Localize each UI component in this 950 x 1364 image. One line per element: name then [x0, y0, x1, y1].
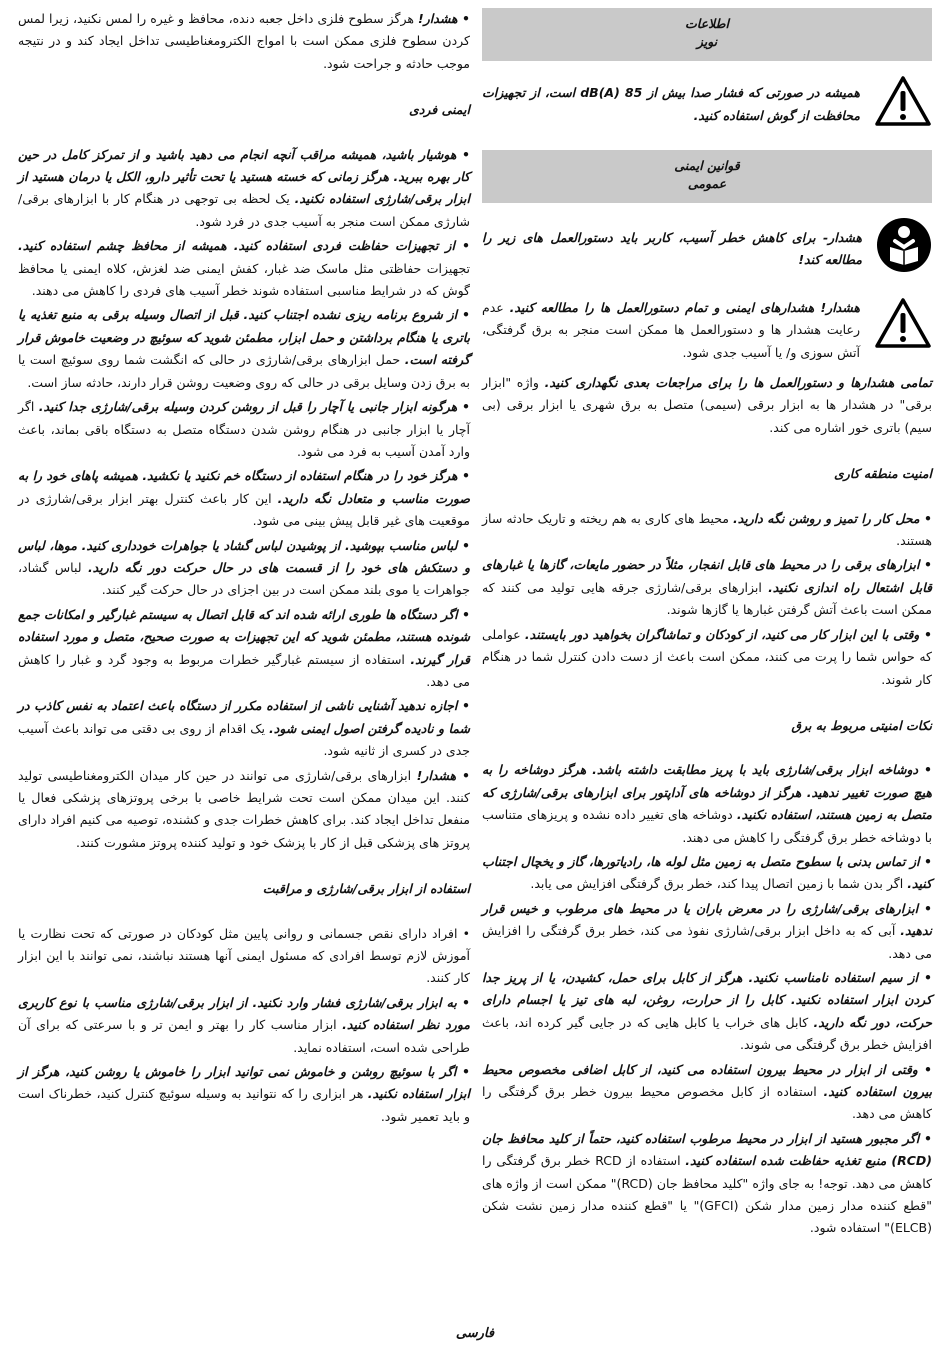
- page-language-footer: فارسی: [455, 1326, 495, 1341]
- list-item-text: ابزار مناسب کار را بهتر و ایمن تر و با سرعتی که برای آن طراحی شده است، استفاده نماید.: [18, 1017, 470, 1055]
- list-item-text: یک اقدام از روی بی دقتی می تواند باعث آسیب جدی در کسری از ثانیه شود.: [18, 720, 470, 759]
- general-warning-bold: هشدار! هشدارهای ایمنی و تمام دستورالعمل ها را مطالعه کنید.: [509, 299, 860, 315]
- list-item-text: ابزارهای برقی/شارژی جرقه هایی تولید می کنند که ممکن است باعث آتش گرفتن غبارها یا گازها شوند.: [482, 579, 932, 618]
- general-warning-rest: عدم رعایت هشدار ها و دستورالعمل ها ممکن است منجر به برق گرفتگی، آتش سوزی و/ یا آسیب جدی شود.: [482, 299, 860, 360]
- list-item-bold: • به ابزار برقی/شارژی فشار وارد نکنید. از ابزار برقی/شارژی مناسب با نوع کاربری مورد نظر استفاده کنید.: [18, 994, 470, 1033]
- list-item: [18, 144, 470, 234]
- list-item-bold: • ابزارهای برقی را در محیط های قابل انفجار، مثلاً در حضور مایعات، گازها یا غبارهای قابل اشتعال راه اندازی نکنید.: [482, 557, 932, 595]
- list-item-bold: • از تجهیزات حفاظت فردی استفاده کنید. همیشه از محافظ چشم استفاده کنید.: [18, 238, 470, 254]
- work-area-title: امنیت منطقه کاری: [833, 466, 932, 482]
- keep-instructions-rest: واژه "ابزار برقی" در هشدار ها به ابزار برقی (سیمی) متصل به برق شهری یا ابزار برقی (بی سیم) باتری خور اشاره می کند.: [482, 375, 932, 435]
- list-item-bold: • اگر مجبور هستید از ابزار در محیط مرطوب استفاده کنید، حتماً از کلید محافظ جان (RCD) منبع تغذیه حفاظت شده استفاده کنید.: [482, 1130, 932, 1169]
- list-item-text: یک لحظه بی توجهی در هنگام کار با ابزارهای برقی/شارژی ممکن است منجر به آسیب جدی در فرد شود.: [18, 191, 470, 229]
- personal-safety-title: ایمنی فردی: [409, 102, 470, 118]
- read-manual-text: هشدار- برای کاهش خطر آسیب، کاربر باید دستورالعمل های زیر را مطالعه کند!: [482, 229, 862, 268]
- list-item: [18, 465, 470, 532]
- list-item: [482, 759, 932, 849]
- list-item-bold: • لباس مناسب بپوشید. از پوشیدن لباس گشاد یا جواهرات خودداری کنید. موها، لباس و دستکش های خود را از قسمت های در حال حرکت دور نگه دارید.: [18, 537, 470, 575]
- safety-header: [482, 150, 932, 203]
- info-header: [482, 8, 932, 61]
- list-item-bold: • اجازه ندهید آشنایی ناشی از استفاده مکرر از دستگاه باعث اعتماد به نفس کاذب در شما و نادیده گرفتن اصول ایمنی شود.: [18, 698, 471, 736]
- list-item: [18, 765, 470, 855]
- tool-usage-title: استفاده از ابزار برقی/شارژی و مراقبت: [262, 881, 470, 897]
- read-manual-warning: [482, 217, 932, 280]
- list-item: [482, 898, 932, 965]
- warning-triangle-icon: [874, 297, 932, 356]
- list-item-text: استفاده از کابل مخصوص محیط بیرون خطر برق گرفتگی را کاهش می دهد.: [482, 1084, 932, 1122]
- list-item-text: محیط های کاری به هم ریخته و تاریک حادثه ساز هستند.: [482, 510, 932, 549]
- metal-warning-rest: هرگز سطوح فلزی داخل جعبه دنده، محافظ و غیره را لمس نکنید، زیرا لمس کردن سطوح فلزی ممکن است با امواج الکترومغناطیسی تداخل ایجاد کند و در نتیجه موجب حادثه و جراحت شود.: [18, 11, 470, 71]
- list-item-bold: • دوشاخه ابزار برقی/شارژی باید با پریز مطابقت داشته باشد. هرگز دوشاخه را به هیچ صورت تغییر ندهید. هرگز از دوشاخه های آداپتور برای ابزارهای برقی/شارژی که متصل به زمین هستند، استفاده نکنید.: [482, 762, 932, 823]
- noise-warning: [482, 75, 932, 134]
- list-item: [18, 992, 470, 1059]
- list-item: [18, 604, 470, 694]
- list-item: [18, 396, 470, 463]
- left-column: [18, 8, 470, 1130]
- list-item: [18, 235, 470, 302]
- list-item: [482, 624, 932, 691]
- list-item-bold: • از سیم استفاده نامناسب نکنید. هرگز از کابل برای حمل، کشیدن، یا از پریز جدا کردن ابزار استفاده نکنید. کابل را از حرارت، روغن، لبه های تیز یا اجسام دارای حرکت، دور نگه دارید.: [482, 969, 932, 1030]
- list-item-text: استفاده از RCD خطر برق گرفتگی را کاهش می دهد. توجه! به جای واژه "کلید محافظ جان (RCD)" ممکن است از واژه های "قطع کننده مدار زمین مدار شکن (GFCI)" یا "قطع کننده مدار زمین نشت شکن (ELCB)" استفاده شود.: [482, 1153, 933, 1236]
- list-item-bold: • هشدار!: [416, 767, 470, 783]
- list-item-bold: • وقتی با این ابزار کار می کنید، از کودکان و تماشاگران بخواهید دور بایستند.: [524, 626, 932, 642]
- list-item-bold: • محل کار را تمیز و روشن نگه دارید.: [732, 510, 932, 526]
- info-header-line2: نویز: [696, 34, 718, 49]
- list-item-text: آبی که به داخل ابزار برقی/شارژی نفوذ می کند، خطر برق گرفتگی را افزایش می دهد.: [482, 923, 932, 961]
- warning-triangle-icon: [874, 75, 932, 134]
- list-item-text: حمل ابزارهای برقی/شارژی در حالی که انگشت شما روی سوئیچ است یا به برق زدن وسایل برقی در حالی که روی وضعیت روشن قرار دارند، حادثه ساز است.: [18, 352, 470, 390]
- list-item: [18, 695, 470, 762]
- right-column: [482, 8, 932, 1242]
- read-manual-icon: [876, 217, 932, 280]
- list-item-text: استفاده از سیستم غبارگیر خطرات مربوط به وجود گرد و غبار را کاهش می دهد.: [18, 651, 470, 689]
- list-item-bold: • هوشیار باشید، همیشه مراقب آنچه انجام می دهید باشید و از تمرکز کامل در حین کار بهره ببرید. هرگز زمانی که خسته هستید یا تحت تأثیر دارو، الکل یا درمان هستید از ابزار برقی/شارژی استفاده نکنید.: [18, 146, 470, 207]
- list-item-bold: • هرگونه ابزار جانبی یا آچار را قبل از روشن کردن وسیله برقی/شارژی جدا کنید.: [38, 399, 470, 415]
- info-header-line1: اطلاعات: [685, 16, 729, 31]
- work-area-list: [482, 508, 932, 691]
- list-item-text: این کار باعث کنترل بهتر ابزار برقی/شارژی در موقعیت های غیر قابل پیش بینی می شود.: [18, 490, 470, 529]
- list-item: [482, 1059, 932, 1126]
- list-item: [482, 967, 932, 1057]
- list-item-bold: • اگر با سوئیچ روشن و خاموش نمی توانید ابزار را خاموش یا روشن کنید، هرگز از ابزار استفاده نکنید.: [18, 1064, 470, 1102]
- list-item-text: هر ابزاری را که نتوانید به وسیله سوئیچ کنترل کنید، خطرناک است و باید تعمیر شود.: [18, 1086, 470, 1124]
- list-item-text: عواملی که حواس شما را پرت می کنند، ممکن است باعث از دست دادن کنترل شما در هنگام کار شوند.: [482, 626, 932, 687]
- metal-warning-bold: • هشدار!: [418, 11, 470, 26]
- list-item: [18, 535, 470, 602]
- list-item-text: ابزارهای برقی/شارژی می توانند در حین کار میدان الکترومغناطیسی تولید کنند. این میدان ممکن است تحت شرایط خاصی با برخی پروتزهای پزشکی فعال یا منفعل تداخل ایجاد کند. برای کاهش خطرات جدی و کشنده، توصیه می کنیم افراد دارای پروتز های پزشکی قبل از کار با پزشک خود و تولید کننده پروتز مشورت کنند.: [18, 767, 470, 850]
- electrical-title: نکات امنیتی مربوط به برق: [791, 717, 932, 733]
- list-item: [482, 1128, 932, 1240]
- tool-usage-list: [18, 923, 470, 1129]
- safety-header-line2: عمومی: [687, 176, 727, 192]
- list-item: [482, 554, 932, 621]
- list-item-text: اگر بدن شما با زمین اتصال پیدا کند، خطر برق گرفتگی افزایش می یابد.: [530, 876, 908, 892]
- list-item-bold: • هرگز خود را در هنگام استفاده از دستگاه خم نکنید یا نکشید. همیشه پاهای خود را به صورت مناسب و متعادل نگه دارید.: [18, 468, 470, 506]
- list-item-text: دوشاخه های تغییر داده نشده و پریزهای متناسب با دوشاخه خطر برق گرفتگی را کاهش می دهند.: [482, 807, 932, 845]
- list-item-text: اگر آچار یا ابزار جانبی در هنگام روشن شدن دستگاه متصل به دستگاه باقی بماند، باعث وارد آمدن آسیب به فرد می شود.: [18, 399, 470, 459]
- safety-header-line1: قوانین ایمنی: [674, 158, 740, 174]
- electrical-list: [482, 759, 932, 1240]
- personal-safety-list: [18, 144, 470, 855]
- metal-warning: [18, 8, 470, 75]
- list-item: [482, 851, 932, 896]
- list-item-bold: • وقتی از ابزار در محیط بیرون استفاده می کنید، از کابل اضافی مخصوص محیط بیرون استفاده کنید.: [482, 1061, 933, 1099]
- list-item-bold: • ابزارهای برقی/شارژی را در معرض باران یا در محیط های مرطوب و خیس قرار ندهید.: [482, 900, 932, 939]
- list-item: [18, 923, 470, 990]
- list-item: [482, 508, 932, 553]
- list-item-bold: • از شروع برنامه ریزی نشده اجتناب کنید. قبل از اتصال وسیله برقی به منبع تغذیه یا باتری یا هنگام برداشتن و حمل ابزار، مطمئن شوید که سوئیچ در وضعیت خاموش قرار گرفته است.: [18, 307, 470, 368]
- keep-instructions: [482, 372, 932, 439]
- keep-instructions-bold: تمامی هشدارها و دستورالعمل ها را برای مراجعات بعدی نگهداری کنید.: [544, 375, 932, 391]
- general-warning: [482, 297, 932, 364]
- list-item: [18, 304, 470, 394]
- list-item-text: لباس گشاد، جواهرات یا موی بلند ممکن است در بین اجزای در حال حرکت گیر کنند.: [18, 559, 470, 598]
- list-item-bold: • اگر دستگاه ها طوری ارائه شده اند که قابل اتصال به سیستم غبارگیر و امکانات جمع شونده هستند، مطمئن شوید که این تجهیزات به صورت صحیح، متصل و مورد استفاده قرار گیرند.: [18, 606, 470, 667]
- list-item-text: • افراد دارای نقص جسمانی و روانی پایین مثل کودکان در صورتی که تحت نظارت یا آموزش لازم توسط افرادی که مسئول ایمنی آنها هستند نباشند، نمی توانند با این ابزار کار کنند.: [18, 925, 470, 986]
- list-item: [18, 1061, 470, 1128]
- list-item-bold: • از تماس بدنی با سطوح متصل به زمین مثل لوله ها، رادیاتورها، گاز و یخچال اجتناب کنید.: [482, 853, 932, 892]
- list-item-text: کابل های خراب یا کابل هایی که در جایی گیر کرده اند، باعث افزایش خطر برق گرفتگی می شوند.: [482, 1014, 932, 1053]
- general-warning-text: [482, 297, 860, 364]
- list-item-text: تجهیزات حفاظتی مثل ماسک ضد غبار، کفش ایمنی ضد لغزش، کلاه ایمنی یا محافظ گوش که در شرایط مناسبی استفاده شوند خطر آسیب های فردی را کاهش می دهند.: [18, 260, 470, 299]
- noise-warning-text: همیشه در صورتی که فشار صدا بیش از 85 dB(A) است، از تجهیزات محافظت از گوش استفاده کنید.: [482, 85, 860, 123]
